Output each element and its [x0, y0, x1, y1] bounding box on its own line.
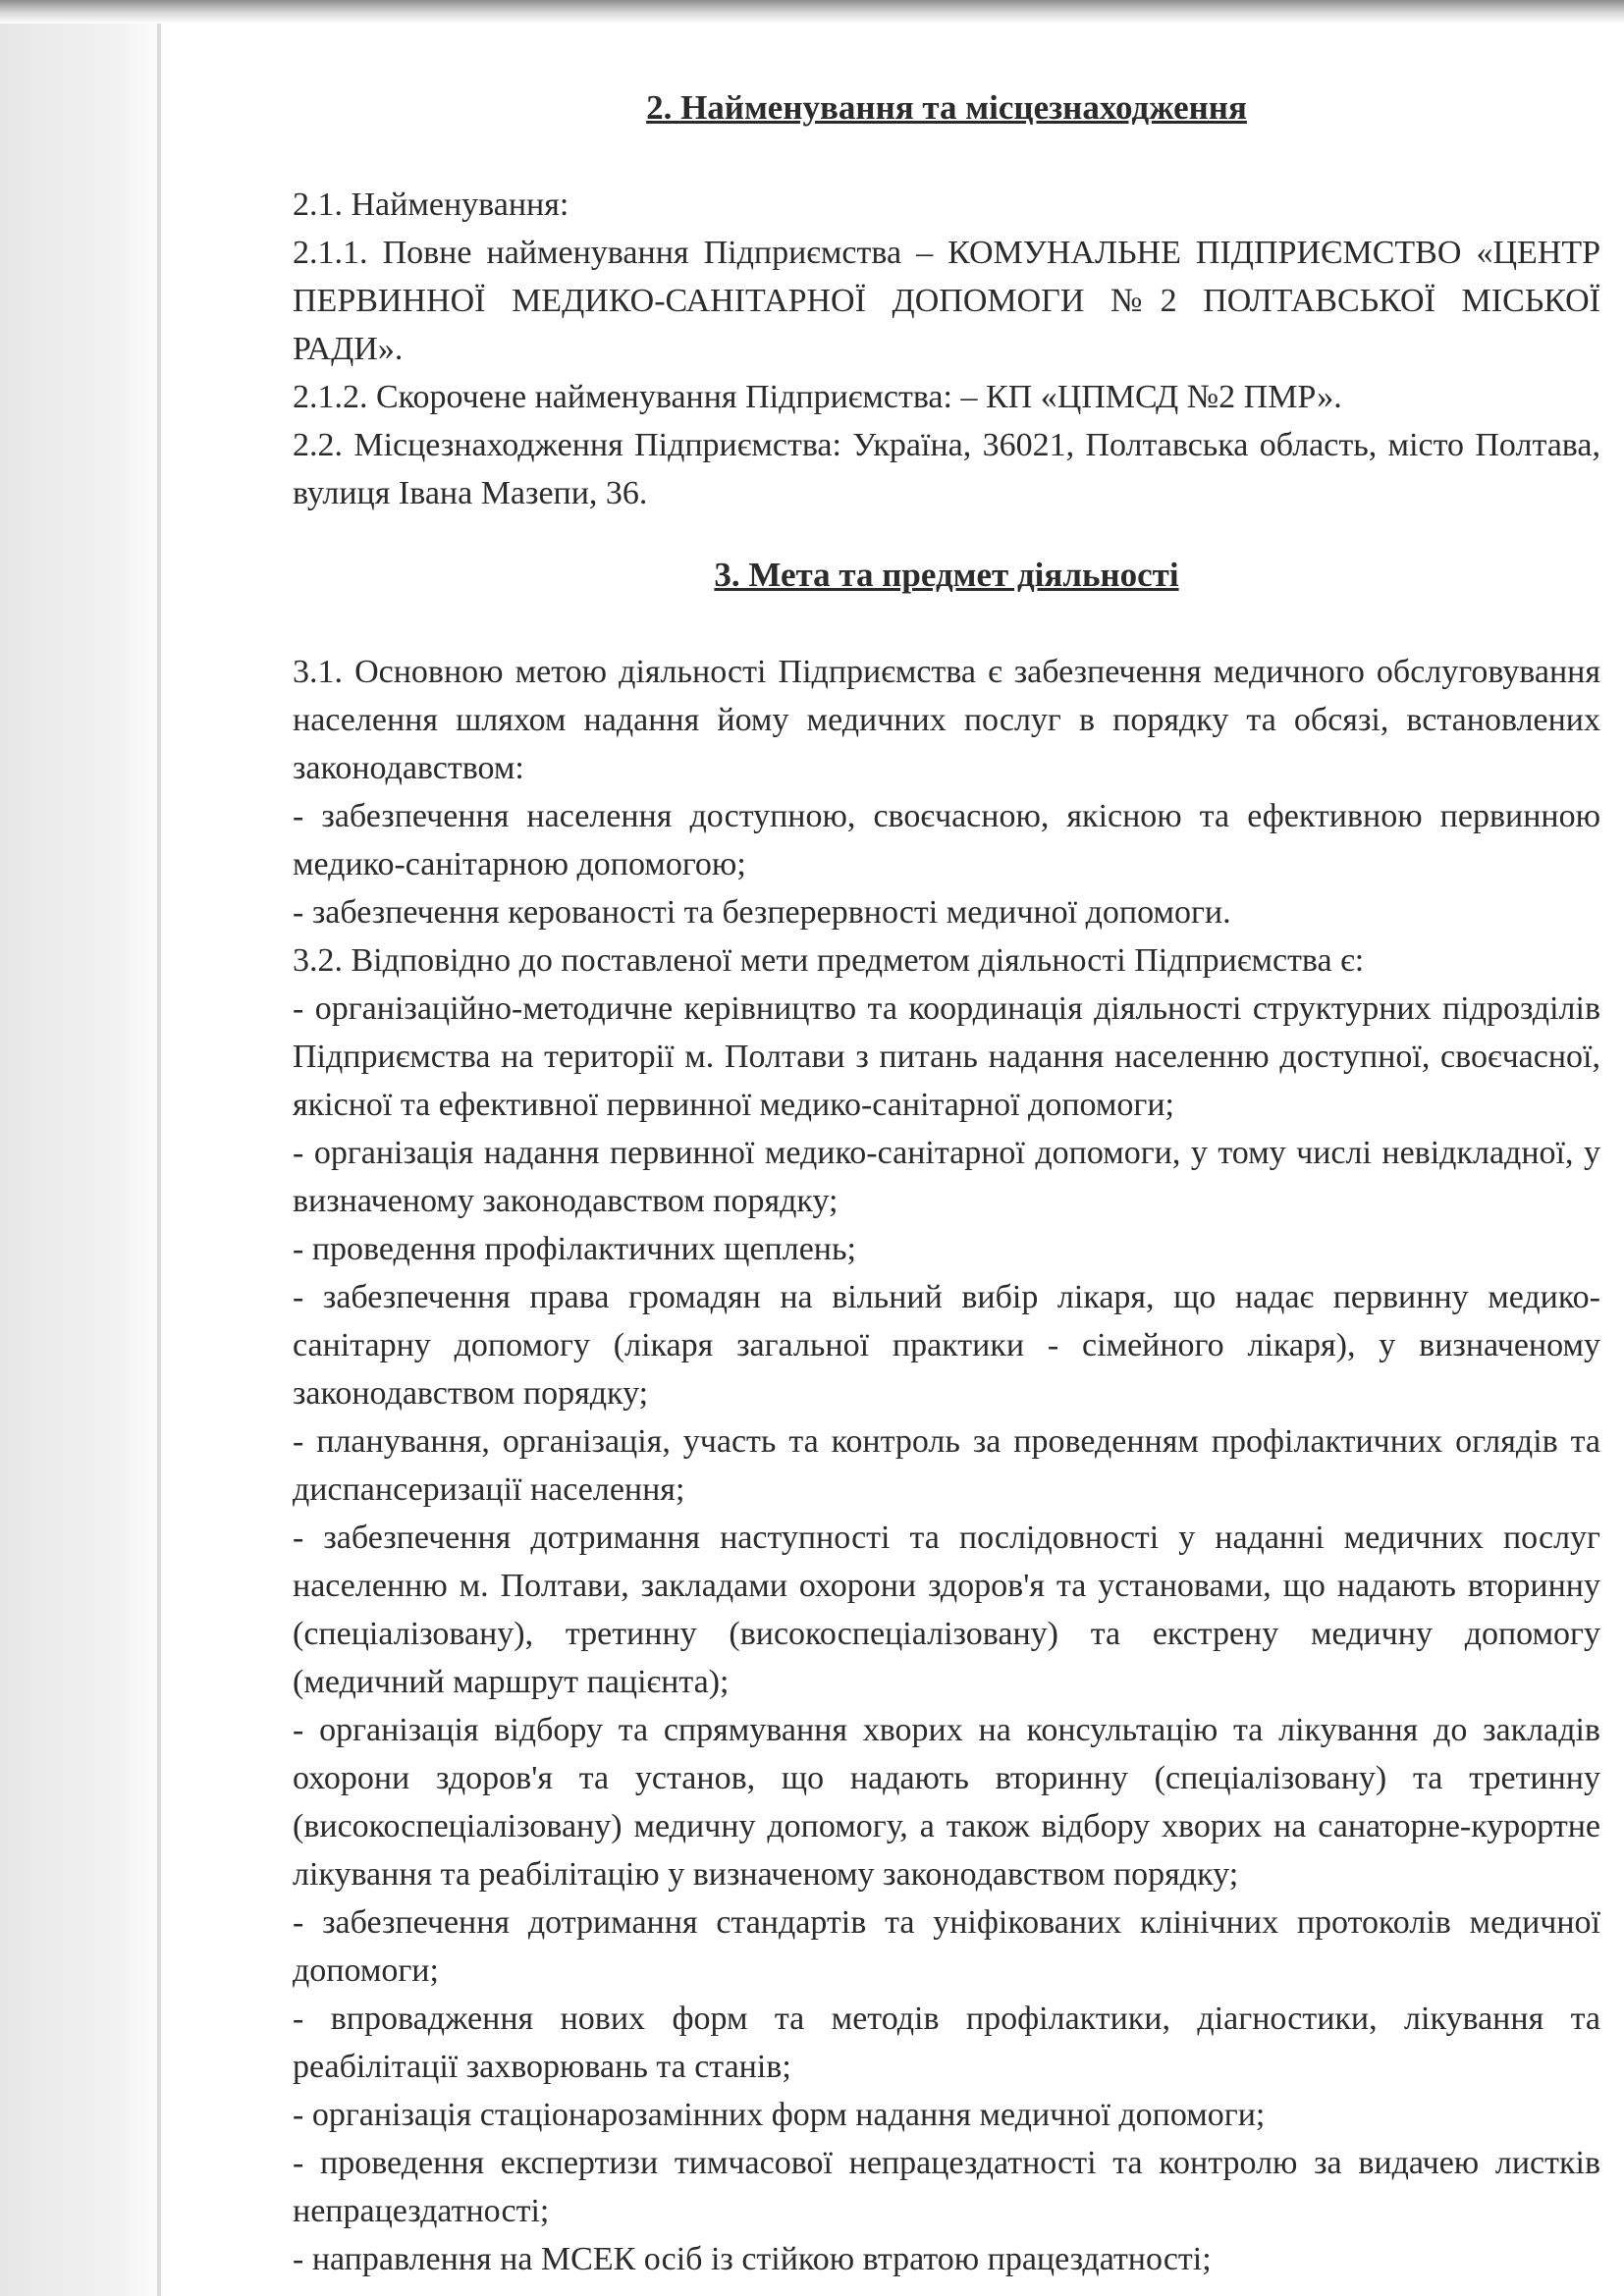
scan-fold-line	[157, 0, 161, 2296]
section-3	[293, 551, 1600, 2283]
list-item: - забезпечення дотримання стандартів та уніфікованих клінічних протоколів медичної допомоги;	[293, 1904, 1600, 1989]
list-item: - забезпечення населення доступною, своєчасною, якісною та ефективною первинною медико-санітарною допомогою;	[293, 798, 1600, 882]
list-item: - забезпечення керованості та безперервності медичної допомоги.	[293, 894, 1231, 931]
section-2	[293, 83, 1600, 517]
list-item: - організаційно-методичне керівництво та координація діяльності структурних підрозділів Підприємства на території м. Полтави з питань надання населенню доступної, своєчасної, якісної та ефективної первинної медико-санітарної допомоги;	[293, 990, 1600, 1123]
list-item: - проведення профілактичних щеплень;	[293, 1231, 856, 1267]
paragraph-3-2: 3.2. Відповідно до поставленої мети предметом діяльності Підприємства є:	[293, 942, 1365, 979]
paragraph-2-1: 2.1. Найменування:	[293, 187, 569, 223]
scan-left-margin-shading	[0, 0, 172, 2296]
document-page	[293, 83, 1600, 2283]
list-item: - направлення на МСЕК осіб із стійкою втратою працездатності;	[293, 2241, 1212, 2277]
scan-top-edge	[0, 0, 1624, 24]
paragraph-2-2: 2.2. Місцезнаходження Підприємства: Україна, 36021, Полтавська область, місто Полтава, вулиця Івана Мазепи, 36.	[293, 427, 1600, 511]
list-item: - організація стаціонарозамінних форм надання медичної допомоги;	[293, 2097, 1266, 2133]
list-item: - впровадження нових форм та методів профілактики, діагностики, лікування та реабілітації захворювань та станів;	[293, 2001, 1600, 2085]
section-2-heading: 2. Найменування та місцезнаходження	[646, 88, 1247, 127]
list-item: - планування, організація, участь та контроль за проведенням профілактичних оглядів та диспансеризації населення;	[293, 1423, 1600, 1508]
list-item: - організація надання первинної медико-санітарної допомоги, у тому числі невідкладної, у визначеному законодавством порядку;	[293, 1135, 1600, 1219]
paragraph-3-1: 3.1. Основною метою діяльності Підприємства є забезпечення медичного обслуговування населення шляхом надання йому медичних послуг в порядку та обсязі, встановлених законодавством:	[293, 654, 1600, 786]
paragraph-2-1-1: 2.1.1. Повне найменування Підприємства – КОМУНАЛЬНЕ ПІДПРИЄМСТВО «ЦЕНТР ПЕРВИННОЇ МЕДИКО-САНІТАРНОЇ ДОПОМОГИ №2 ПОЛТАВСЬКОЇ МІСЬКОЇ РАДИ».	[293, 235, 1600, 367]
section-3-heading: 3. Мета та предмет діяльності	[714, 556, 1179, 594]
list-item: - організація відбору та спрямування хворих на консультацію та лікування до закладів охорони здоров'я та установ, що надають вторинну (спеціалізовану) та третинну (високоспеціалізовану) медичну допомогу, а також відбору хворих на санаторне-курортне лікування та реабілітацію у визначеному законодавством порядку;	[293, 1712, 1600, 1893]
list-item: - проведення експертизи тимчасової непрацездатності та контролю за видачею листків непрацездатності;	[293, 2145, 1600, 2229]
list-item: - забезпечення дотримання наступності та послідовності у наданні медичних послуг населенню м. Полтави, закладами охорони здоров'я та установами, що надають вторинну (спеціалізовану), третинну (високоспеціалізовану) та екстрену медичну допомогу (медичний маршрут пацієнта);	[293, 1520, 1600, 1700]
paragraph-2-1-2: 2.1.2. Скорочене найменування Підприємства: – КП «ЦПМСД №2 ПМР».	[293, 379, 1342, 415]
list-item: - забезпечення права громадян на вільний вибір лікаря, що надає первинну медико-санітарну допомогу (лікаря загальної практики - сімейного лікаря), у визначеному законодавством порядку;	[293, 1279, 1600, 1412]
